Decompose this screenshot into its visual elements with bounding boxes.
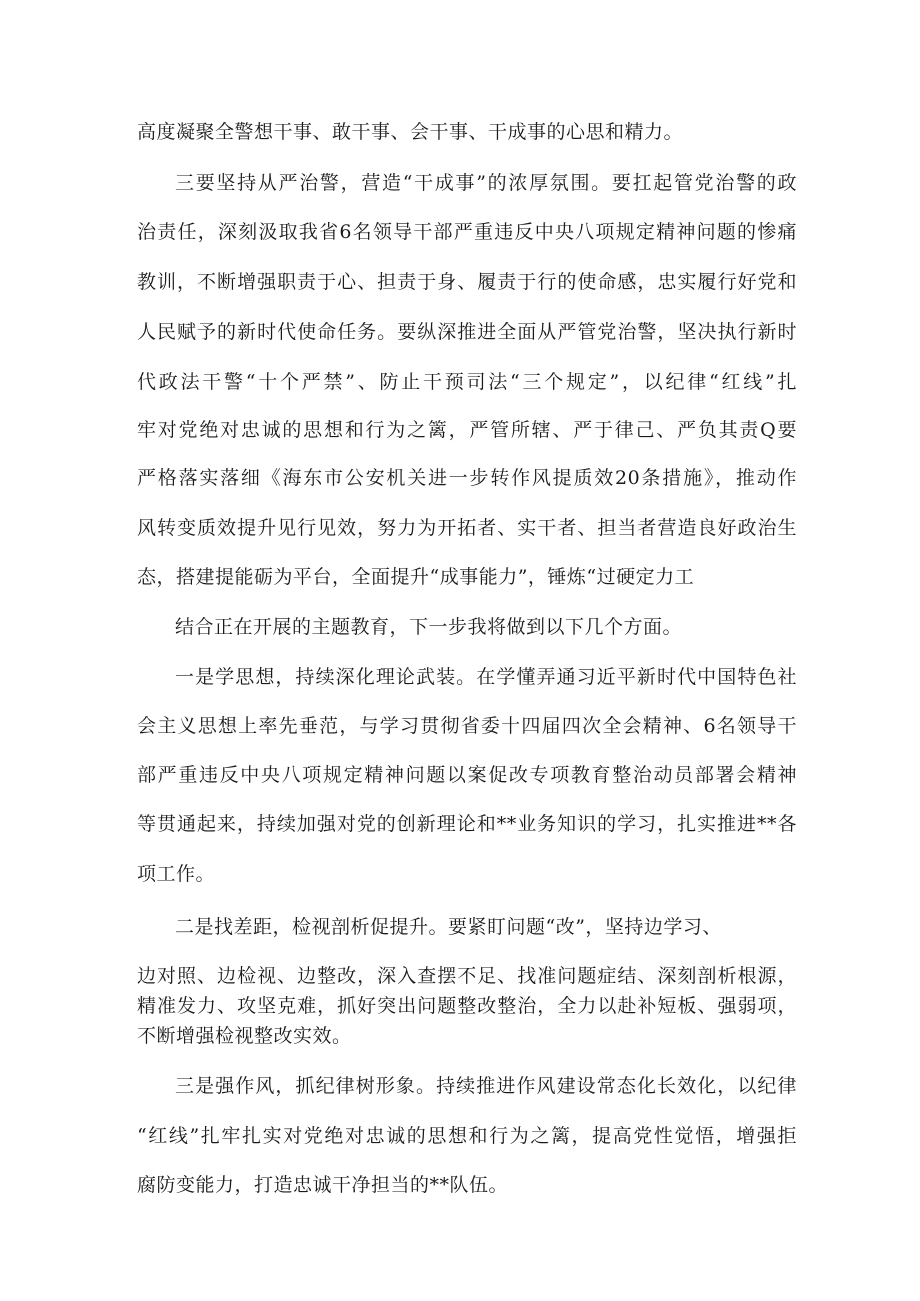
text-line-18: 边对照、边检视、边整改，深入查摆不足、找准问题症结、深刻剖析根源， [137,965,797,987]
text-line-21: 三是强作风，抓纪律树形象。持续推进作风建设常态化长效化，以纪律 [175,1075,797,1097]
text-line-17: 二是找差距，检视剖析促提升。要紧盯问题“改”，坚持边学习、 [175,916,722,938]
text-line-8: 严格落实落细《海东市公安机关进一步转作风提质效20条措施》，推动作 [137,467,797,489]
text-line-10: 态，搭建提能砺为平台，全面提升“成事能力”，锤炼“过硬定力工 [137,566,695,588]
text-line-11: 结合正在开展的主题教育，下一步我将做到以下几个方面。 [175,616,683,638]
text-line-2: 三要坚持从严治警，营造“干成事”的浓厚氛围。要扛起管党治警的政 [175,172,797,194]
text-line-12: 一是学思想，持续深化理论武装。在学懂弄通习近平新时代中国特色社 [175,666,797,688]
text-line-16: 项工作。 [137,863,216,885]
text-line-7: 牢对党绝对忠诚的思想和行为之篱，严管所辖、严于律己、严负其责Q要 [137,419,797,441]
text-line-20: 不断增强检视整改实效。 [137,1025,352,1047]
text-line-3: 治责任，深刻汲取我省6名领导干部严重违反中央八项规定精神问题的惨痛 [137,221,797,243]
text-line-14: 部严重违反中央八项规定精神问题以案促改专项教育整治动员部署会精神 [137,764,797,786]
text-line-15: 等贯通起来，持续加强对党的创新理论和**业务知识的学习，扎实推进**各 [137,813,797,835]
text-line-9: 风转变质效提升见行见效，努力为开拓者、实干者、担当者营造良好政治生 [137,517,797,539]
text-line-19: 精准发力、攻坚克难，抓好突出问题整改整治，全力以赴补短板、强弱项， [137,995,797,1017]
text-line-1: 高度凝聚全警想干事、敢干事、会干事、干成事的心思和精力。 [137,121,684,143]
text-line-13: 会主义思想上率先垂范，与学习贯彻省委十四届四次全会精神、6名领导干 [137,715,797,737]
text-line-4: 教训，不断增强职责于心、担责于身、履责于行的使命感，忠实履行好党和 [137,271,797,293]
text-line-23: 腐防变能力，打造忠诚干净担当的**队伍。 [137,1174,509,1196]
text-line-22: “红线”扎牢扎实对党绝对忠诚的思想和行为之篱，提高党性觉悟，增强拒 [137,1125,797,1147]
text-line-5: 人民赋予的新时代使命任务。要纵深推进全面从严管党治警，坚决执行新时 [137,321,797,343]
text-line-6: 代政法干警“十个严禁”、防止干预司法“三个规定”，以纪律“红线”扎 [137,371,797,393]
